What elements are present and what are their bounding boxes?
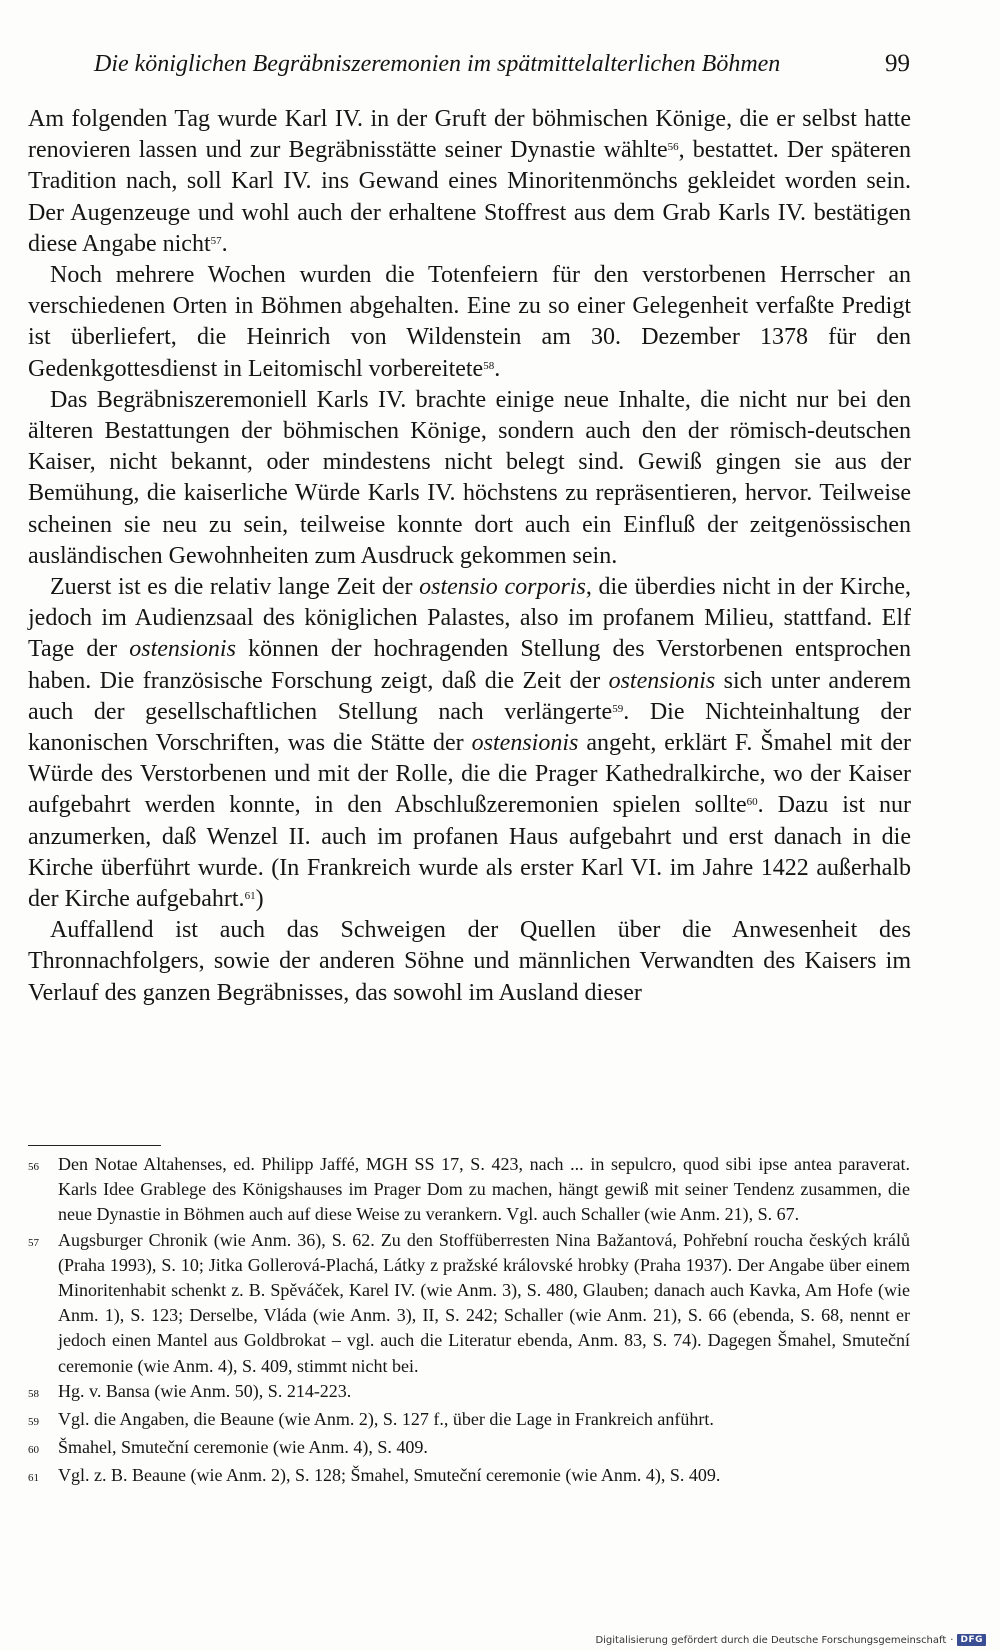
running-header xyxy=(28,50,910,78)
text-run: . Die Nichteinhaltung der kanonischen Vorschriften, was die Stätte der xyxy=(28,698,911,757)
stamp-text: Digitalisierung gefördert durch die Deutsche Forschungsgemeinschaft xyxy=(595,1634,947,1646)
paragraph-5: Auffallend ist auch das Schweigen der Quellen über die Anwesenheit des Thronnachfolgers, sowie der anderen Söhne und männlichen Verwandten des Kaisers im Verlauf des ganzen Begräbnisses, das sowohl im Ausland dieser xyxy=(28,917,911,1006)
footnote-number: 56 xyxy=(28,1161,39,1173)
main-text xyxy=(28,104,911,1009)
footnote-ref-59[interactable]: 59 xyxy=(612,702,624,715)
paragraph-2 xyxy=(28,260,911,385)
footnotes xyxy=(28,1152,910,1492)
text-run: , bestattet. Der späteren Tradition nach, soll Karl IV. ins Gewand eines Minoritenmönchs gekleidet worden sein. Der Augenzeuge und wohl auch der erhaltene Stoffrest aus dem Grab Karls IV. bestätigen diese Angabe nicht xyxy=(28,137,911,257)
text-run: . xyxy=(494,355,501,382)
footnote-number: 57 xyxy=(28,1236,39,1249)
text-run: Noch mehrere Wochen wurden die Totenfeiern für den verstorbenen Herrscher an verschiedenen Orten in Böhmen abgehalten. Eine zu so einer Gelegenheit verfaßte Predigt ist überliefert, die Heinrich von Wildenstein am 30. Dezember 1378 für den Gedenkgottesdienst in Leitomischl vorbereitete xyxy=(28,262,911,382)
footnote-ref-56[interactable]: 56 xyxy=(667,141,679,154)
text-run: angeht, erklärt F. Šmahel mit der Würde des Verstorbenen und mit der Rolle, die die Prager Kathedralkirche, wo der Kaiser aufgebahrt werden konnte, in den Abschlußzeremonien spielen sollte xyxy=(28,730,911,819)
footnote-ref-61[interactable]: 61 xyxy=(244,890,256,903)
paragraph-4 xyxy=(28,572,911,915)
footnote-text: Vgl. die Angaben, die Beaune (wie Anm. 2), S. 127 f., über die Lage in Frankreich anführt. xyxy=(58,1409,714,1430)
footnote-number: 59 xyxy=(28,1416,39,1429)
footnote-ref-60[interactable]: 60 xyxy=(746,796,758,809)
footnote-number: 58 xyxy=(28,1387,39,1400)
text-run: Zuerst ist es die relativ lange Zeit der xyxy=(50,574,420,601)
footnote-57 xyxy=(28,1228,910,1379)
dfg-logo: DFG xyxy=(957,1634,986,1646)
page-number: 99 xyxy=(885,50,910,77)
footnote-ref-58[interactable]: 58 xyxy=(483,359,495,372)
footnote-text: Den Notae Altahenses, ed. Philipp Jaffé, MGH SS 17, S. 423, nach ... in sepulcro, quod sibi ipse antea paraverat. Karls Idee Grablege des Königshauses im Prager Dom zu machen, hängt gewiß mit seiner Tendenz zusammen, die neue Dynastie in Böhmen auch auf diese Weise zu verankern. Vgl. auch Schaller (wie Anm. 21), S. 67. xyxy=(58,1154,910,1225)
text-run: Am folgenden Tag wurde Karl IV. in der Gruft der böhmischen Könige, die er selbst hatte renovieren lassen und zur Begräbnisstätte seiner Dynastie wählte xyxy=(28,106,911,164)
text-run: ) xyxy=(255,886,264,913)
footnote-60 xyxy=(28,1435,910,1463)
footnote-text: Vgl. z. B. Beaune (wie Anm. 2), S. 128; Šmahel, Smuteční ceremonie (wie Anm. 4), S. 409. xyxy=(58,1465,721,1486)
italic-term: ostensionis xyxy=(608,667,716,694)
footnote-58 xyxy=(28,1379,910,1407)
italic-term: ostensionis xyxy=(471,730,579,757)
paragraph-3: Das Begräbniszeremoniell Karls IV. brachte einige neue Inhalte, die nicht nur bei den älteren Bestattungen der böhmischen Könige, sondern auch den der römisch-deutschen Kaiser, nicht bekannt, oder mindestens nicht belegt sind. Gewiß gingen sie aus der Bemühung, die kaiserliche Würde Karls IV. höchstens zu repräsentieren, hervor. Teilweise scheinen sie neu zu sein, teilweise konnte dort auch ein Einfluß der zeitgenössischen ausländischen Gewohnheiten zum Ausdruck gekommen sein. xyxy=(28,386,911,569)
text-run: sich unter anderem auch der gesellschaftlichen Stellung nach verlängerte xyxy=(28,667,912,725)
footnote-number: 61 xyxy=(28,1472,39,1485)
footnote-text: Augsburger Chronik (wie Anm. 36), S. 62. Zu den Stoffüberresten Nina Bažantová, Pohřební roucha českých králů (Praha 1993), S. 10; Jitka Gollerová-Plachá, Látky z pražské královské hrobky (Praha 1937). Der Angabe über einem Minoritenhabit schenkt z. B. Spěváček, Karel IV. (wie Anm. 3), S. 480, Glauben; danach auch Kavka, Am Hofe (wie Anm. 1), S. 123; Derselbe, Vláda (wie Anm. 3), II, S. 242; Schaller (wie Anm. 21), S. 66 (ebenda, S. 68, nennt er jedoch einen Mantel aus Goldbrokat – vgl. auch die Literatur ebenda, Anm. 83, S. 74). Dagegen Šmahel, Smuteční ceremonie (wie Anm. 4), S. 409, stimmt nicht bei. xyxy=(58,1229,910,1376)
italic-term: ostensio corporis xyxy=(419,574,586,601)
paragraph-1 xyxy=(28,104,911,260)
text-run: . xyxy=(221,230,228,257)
italic-term: ostensionis xyxy=(129,636,236,663)
text-run: . Dazu ist nur anzumerken, daß Wenzel II. auch im profanen Haus aufgebahrt und erst danach in die Kirche überführt wurde. (In Frankreich wurde als erster Karl VI. im Jahre 1422 außerhalb der Kirche aufgebahrt. xyxy=(28,792,911,913)
text-run: können der hochragenden Stellung des Verstorbenen entsprochen haben. Die französische Forschung zeigt, daß die Zeit der xyxy=(28,636,911,694)
text-run: , die überdies nicht in der Kirche, jedoch im Audienzsaal des königlichen Palastes, also im profanem Milieu, stattfand. Elf Tage der xyxy=(28,574,911,663)
footnote-number: 60 xyxy=(28,1444,39,1457)
digitization-stamp: Digitalisierung gefördert durch die Deutsche Forschungsgemeinschaft · DFG xyxy=(595,1634,986,1646)
footnote-56 xyxy=(28,1152,910,1228)
footnote-61 xyxy=(28,1463,910,1491)
footnote-text: Hg. v. Bansa (wie Anm. 50), S. 214-223. xyxy=(58,1380,352,1401)
running-title: Die königlichen Begräbniszeremonien im spätmittelalterlichen Böhmen xyxy=(94,51,781,77)
footnote-divider xyxy=(28,1145,161,1146)
footnote-59 xyxy=(28,1407,910,1435)
footnote-text: Šmahel, Smuteční ceremonie (wie Anm. 4), S. 409. xyxy=(58,1437,428,1458)
footnote-ref-57[interactable]: 57 xyxy=(210,234,222,247)
